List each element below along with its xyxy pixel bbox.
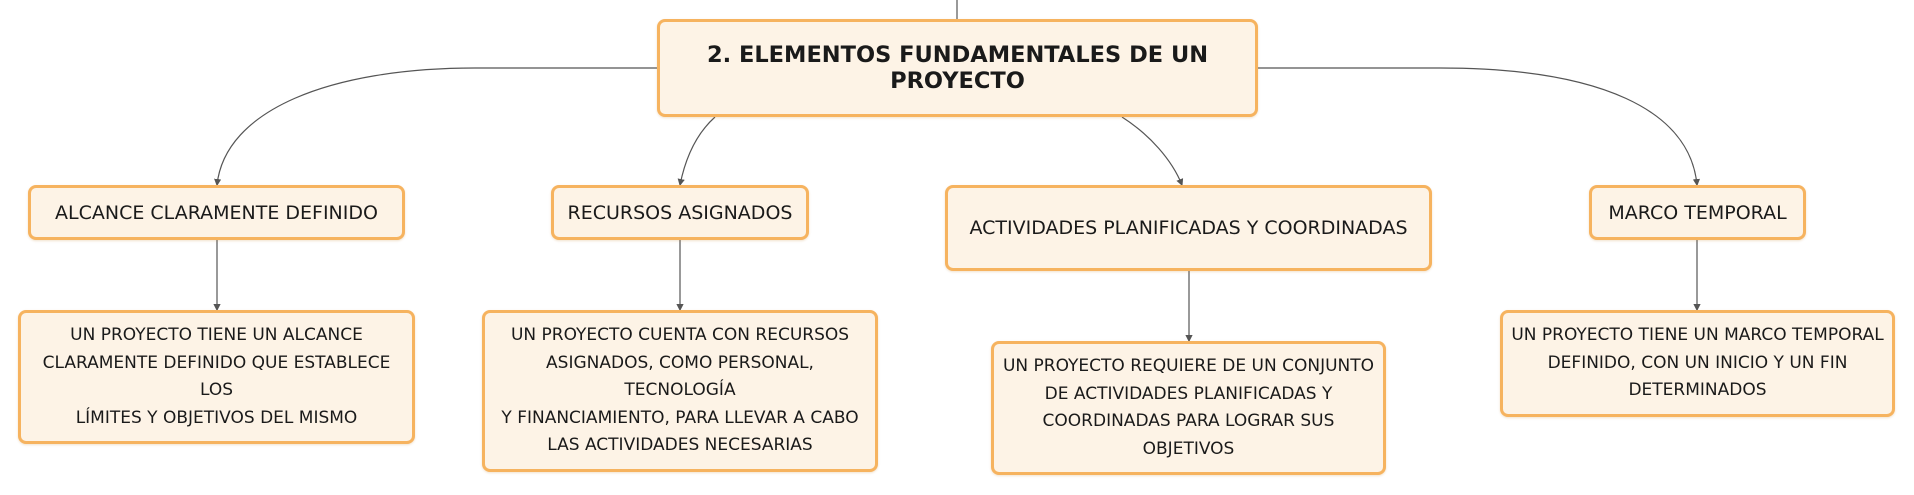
description-node-timeframe[interactable] bbox=[1500, 310, 1895, 417]
description-text: UN PROYECTO TIENE UN ALCANCE CLARAMENTE DEFINIDO QUE ESTABLECE LOS LÍMITES Y OBJETIVOS DEL MISMO bbox=[42, 325, 391, 428]
topic-node-scope[interactable] bbox=[28, 185, 405, 240]
topic-label: MARCO TEMPORAL bbox=[1608, 201, 1787, 224]
topic-node-timeframe[interactable] bbox=[1589, 185, 1806, 240]
description-text: UN PROYECTO TIENE UN MARCO TEMPORAL DEFINIDO, CON UN INICIO Y UN FIN DETERMINADOS bbox=[1511, 325, 1884, 401]
description-text: UN PROYECTO CUENTA CON RECURSOS ASIGNADOS, COMO PERSONAL, TECNOLOGÍA Y FINANCIAMIENTO, PARA LLEVAR A CABO LAS ACTIVIDADES NECESARIAS bbox=[501, 325, 859, 456]
description-node-activities[interactable] bbox=[991, 341, 1386, 475]
connector-root-to-topic-2 bbox=[680, 117, 715, 185]
topic-label: RECURSOS ASIGNADOS bbox=[567, 201, 793, 224]
topic-node-resources[interactable] bbox=[551, 185, 809, 240]
description-node-resources[interactable] bbox=[482, 310, 878, 472]
connector-root-to-topic-1 bbox=[217, 68, 657, 185]
connector-root-to-topic-3 bbox=[1122, 117, 1182, 185]
root-label: 2. ELEMENTOS FUNDAMENTALES DE UN PROYECTO bbox=[706, 42, 1209, 94]
topic-node-activities[interactable] bbox=[945, 185, 1432, 271]
topic-label: ACTIVIDADES PLANIFICADAS Y COORDINADAS bbox=[969, 217, 1408, 239]
description-node-scope[interactable] bbox=[18, 310, 415, 444]
topic-label: ALCANCE CLARAMENTE DEFINIDO bbox=[55, 201, 378, 224]
description-text: UN PROYECTO REQUIERE DE UN CONJUNTO DE ACTIVIDADES PLANIFICADAS Y COORDINADAS PARA LOGRAR SUS OBJETIVOS bbox=[1002, 356, 1375, 459]
connector-root-to-topic-4 bbox=[1258, 68, 1697, 185]
root-node[interactable] bbox=[657, 19, 1258, 117]
